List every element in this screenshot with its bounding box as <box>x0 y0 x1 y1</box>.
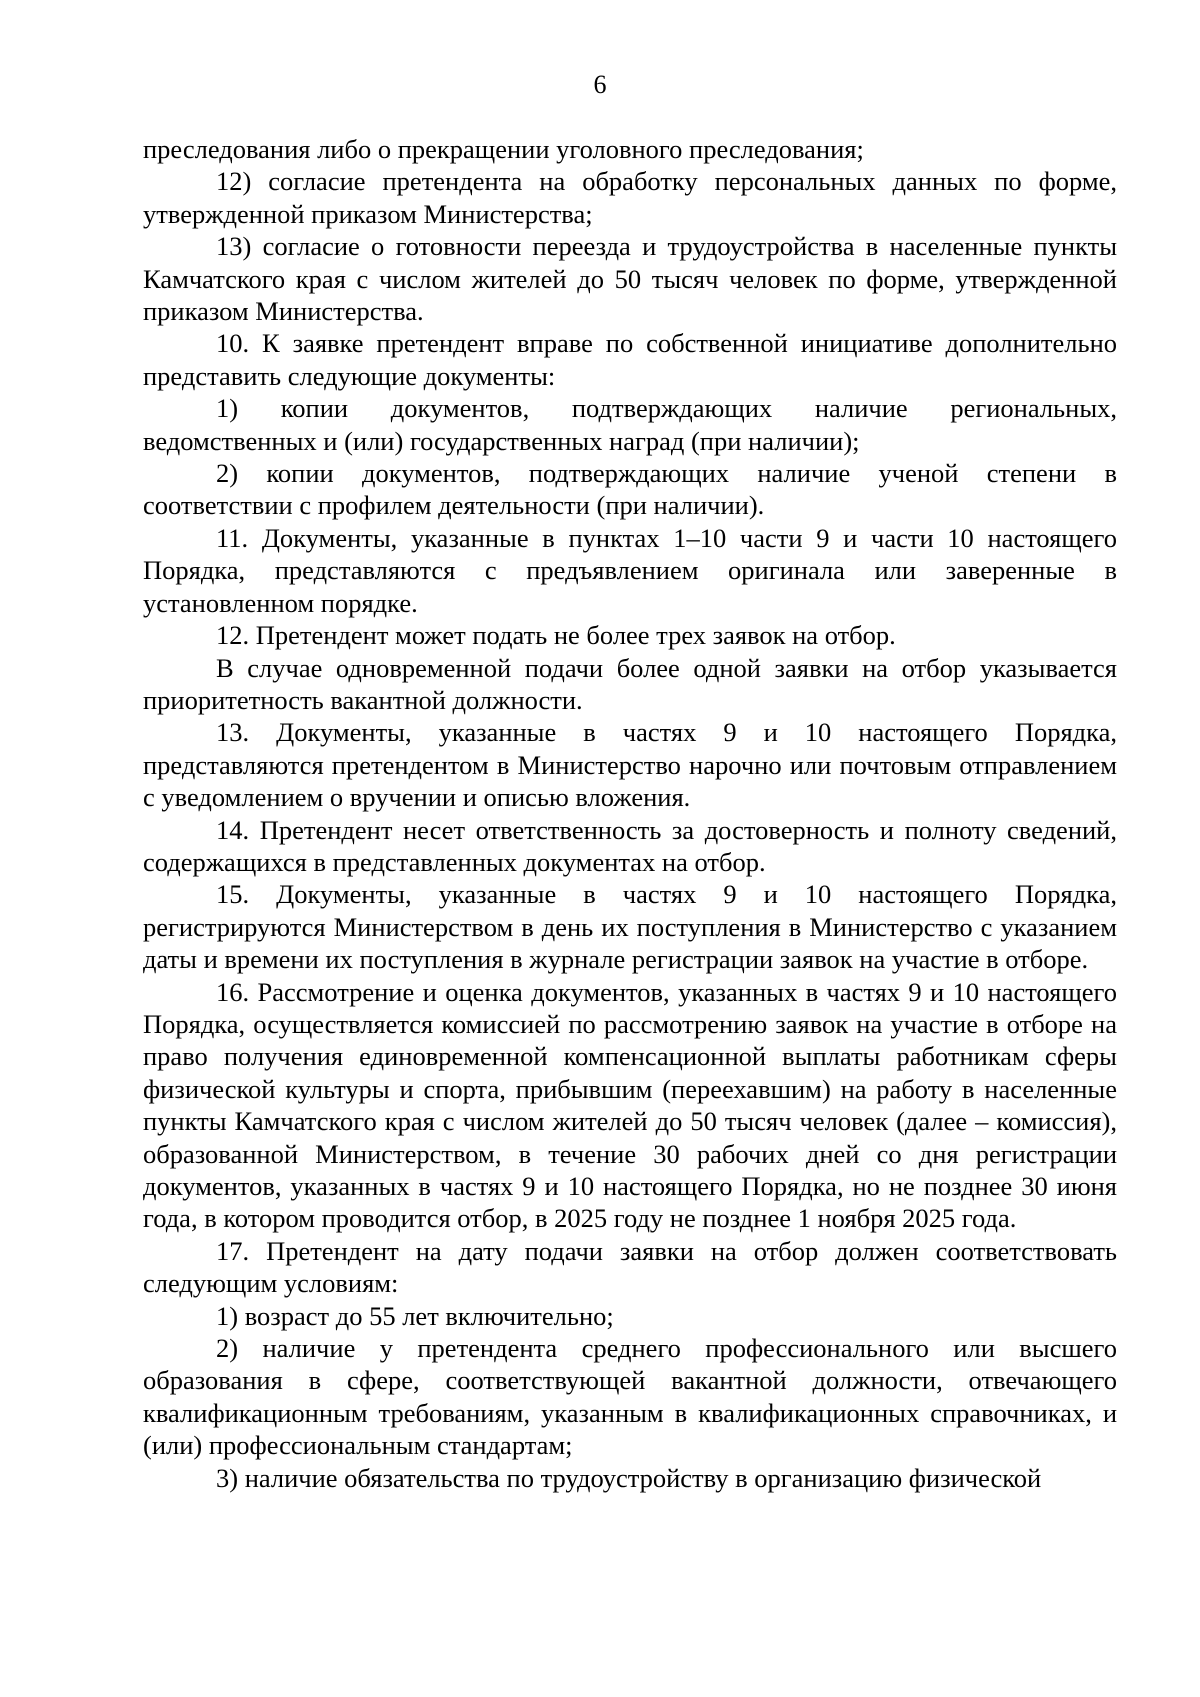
paragraph: 16. Рассмотрение и оценка документов, указанных в частях 9 и 10 настоящего Порядка, осуществляется комиссией по рассмотрению заявок на участие в отборе на право получения единовременной компенсационной выплаты работникам сферы физической культуры и спорта, прибывшим (переехавшим) на работу в населенные пункты Камчатского края с числом жителей до 50 тысяч человек (далее – комиссия), образованной Министерством, в течение 30 рабочих дней со дня регистрации документов, указанных в частях 9 и 10 настоящего Порядка, но не позднее 30 июня года, в котором проводится отбор, в 2025 году не позднее 1 ноября 2025 года. <box>143 976 1117 1234</box>
paragraph: 1) возраст до 55 лет включительно; <box>216 1300 614 1331</box>
paragraph: В случае одновременной подачи более одной заявки на отбор указывается приоритетность вакантной должности. <box>143 652 1117 715</box>
page-number: 6 <box>593 70 607 99</box>
paragraph: 2) копии документов, подтверждающих наличие ученой степени в соответствии с профилем деятельности (при наличии). <box>143 458 1117 521</box>
paragraph: 11. Документы, указанные в пунктах 1–10 части 9 и части 10 настоящего Порядка, представляются с предъявлением оригинала или заверенные в установленном порядке. <box>143 522 1117 618</box>
paragraph: 2) наличие у претендента среднего профессионального или высшего образования в сфере, соответствующей вакантной должности, отвечающего квалификационным требованиям, указанным в квалификационных справочниках, и (или) профессиональным стандартам; <box>143 1333 1117 1461</box>
paragraph: 1) копии документов, подтверждающих наличие региональных, ведомственных и (или) государственных наград (при наличии); <box>143 393 1117 456</box>
paragraph: 13) согласие о готовности переезда и трудоустройства в населенные пункты Камчатского края с числом жителей до 50 тысяч человек по форме, утвержденной приказом Министерства. <box>143 231 1117 327</box>
paragraph: 17. Претендент на дату подачи заявки на отбор должен соответствовать следующим условиям: <box>143 1235 1117 1299</box>
paragraph: 14. Претендент несет ответственность за достоверность и полноту сведений, содержащихся в представленных документах на отбор. <box>143 814 1117 877</box>
paragraph: 12. Претендент может подать не более трех заявок на отбор. <box>216 620 896 651</box>
paragraph: 15. Документы, указанные в частях 9 и 10 настоящего Порядка, регистрируются Министерством в день их поступления в Министерство с указанием даты и времени их поступления в журнале регистрации заявок на участие в отборе. <box>143 879 1117 975</box>
paragraph: 13. Документы, указанные в частях 9 и 10 настоящего Порядка, представляются претендентом в Министерство нарочно или почтовым отправлением с уведомлением о вручении и описью вложения. <box>143 717 1117 813</box>
paragraph: 12) согласие претендента на обработку персональных данных по форме, утвержденной приказом Министерства; <box>143 166 1117 229</box>
document-body <box>143 133 1117 1494</box>
paragraph: 10. К заявке претендент вправе по собственной инициативе дополнительно представить следующие документы: <box>143 328 1117 391</box>
paragraph: преследования либо о прекращении уголовного преследования; <box>143 134 864 164</box>
paragraph: 3) наличие обязательства по трудоустройству в организацию физической <box>216 1462 1042 1493</box>
